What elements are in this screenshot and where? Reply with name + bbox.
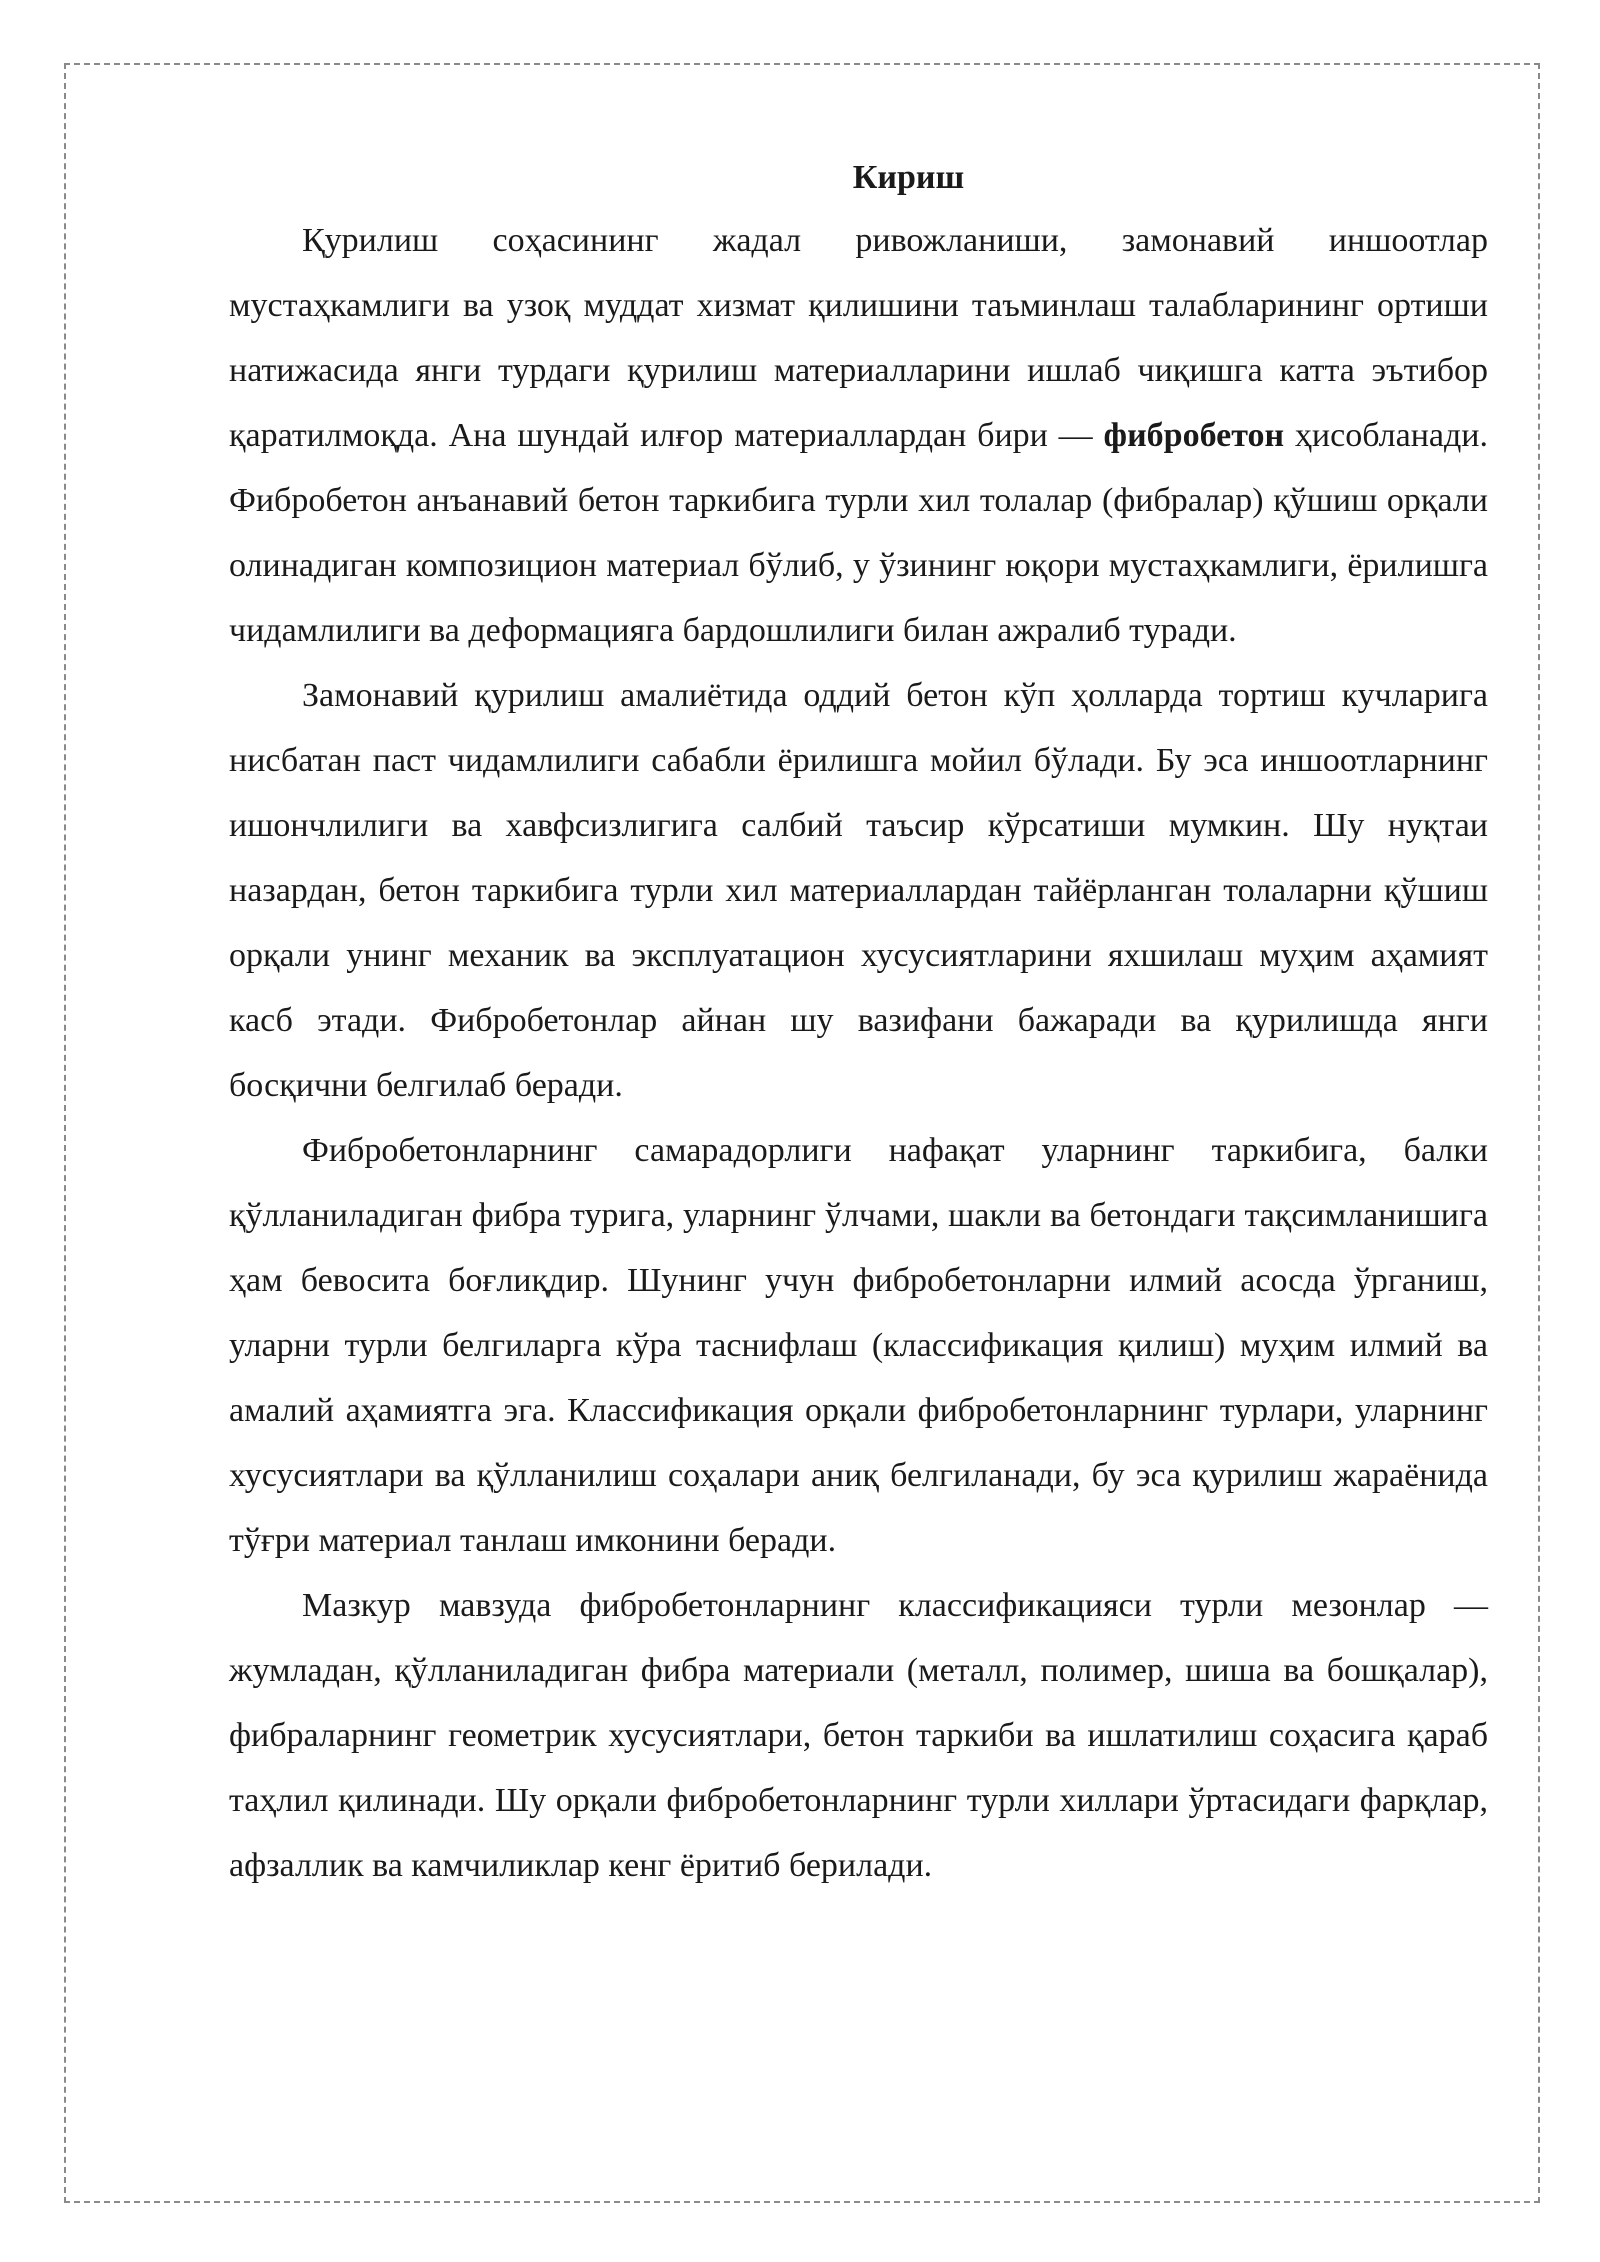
paragraph-1-text: Қурилиш соҳасининг жадал ривожланиши, замонавий иншоотлар мустаҳкамлиги ва узоқ муддат хизмат қилишини таъминлаш талабларининг ортиши натижасида янги турдаги қурилиш материалларини ишлаб чиқишга катта эътибор қаратилмоқда. Ана шундай илғор материаллардан бири —: [229, 222, 1488, 454]
paragraph-1-text-after: ҳисобланади. Фибробетон анъанавий бетон таркибига турли хил толалар (фибралар) қўшиш орқали олинадиган композицион материал бўлиб, у ўзининг юқори мустаҳкамлиги, ёрилишга чидамлилиги ва деформацияга бардошлилиги билан ажралиб туради.: [229, 417, 1488, 649]
bold-term: фибробетон: [1103, 417, 1285, 454]
document-title: Кириш: [852, 159, 965, 196]
paragraph-2: Замонавий қурилиш амалиётида оддий бетон кўп ҳолларда тортиш кучларига нисбатан паст чидамлилиги сабабли ёрилишга мойил бўлади. Бу эса иншоотларнинг ишончлилиги ва хавфсизлигига салбий таъсир кўрсатиши мумкин. Шу нуқтаи назардан, бетон таркибига турли хил материаллардан тайёрланган толаларни қўшиш орқали унинг механик ва эксплуатацион хусусиятларини яхшилаш муҳим аҳамият касб этади. Фибробетонлар айнан шу вазифани бажаради ва қурилишда янги босқични белгилаб беради.: [229, 677, 1488, 1104]
document-body: [229, 148, 1488, 1898]
paragraph-1: [229, 208, 1488, 663]
paragraph-3: Фибробетонларнинг самарадорлиги нафақат уларнинг таркибига, балки қўлланиладиган фибра турига, уларнинг ўлчами, шакли ва бетондаги тақсимланишига ҳам бевосита боғлиқдир. Шунинг учун фибробетонларни илмий асосда ўрганиш, уларни турли белгиларга кўра таснифлаш (классификация қилиш) муҳим илмий ва амалий аҳамиятга эга. Классификация орқали фибробетонларнинг турлари, уларнинг хусусиятлари ва қўлланилиш соҳалари аниқ белгиланади, бу эса қурилиш жараёнида тўғри материал танлаш имконини беради.: [229, 1132, 1488, 1559]
paragraph-4: Мазкур мавзуда фибробетонларнинг классификацияси турли мезонлар — жумладан, қўлланиладиган фибра материали (металл, полимер, шиша ва бошқалар), фибраларнинг геометрик хусусиятлари, бетон таркиби ва ишлатилиш соҳасига қараб таҳлил қилинади. Шу орқали фибробетонларнинг турли хиллари ўртасидаги фарқлар, афзаллик ва камчиликлар кенг ёритиб берилади.: [229, 1587, 1488, 1884]
